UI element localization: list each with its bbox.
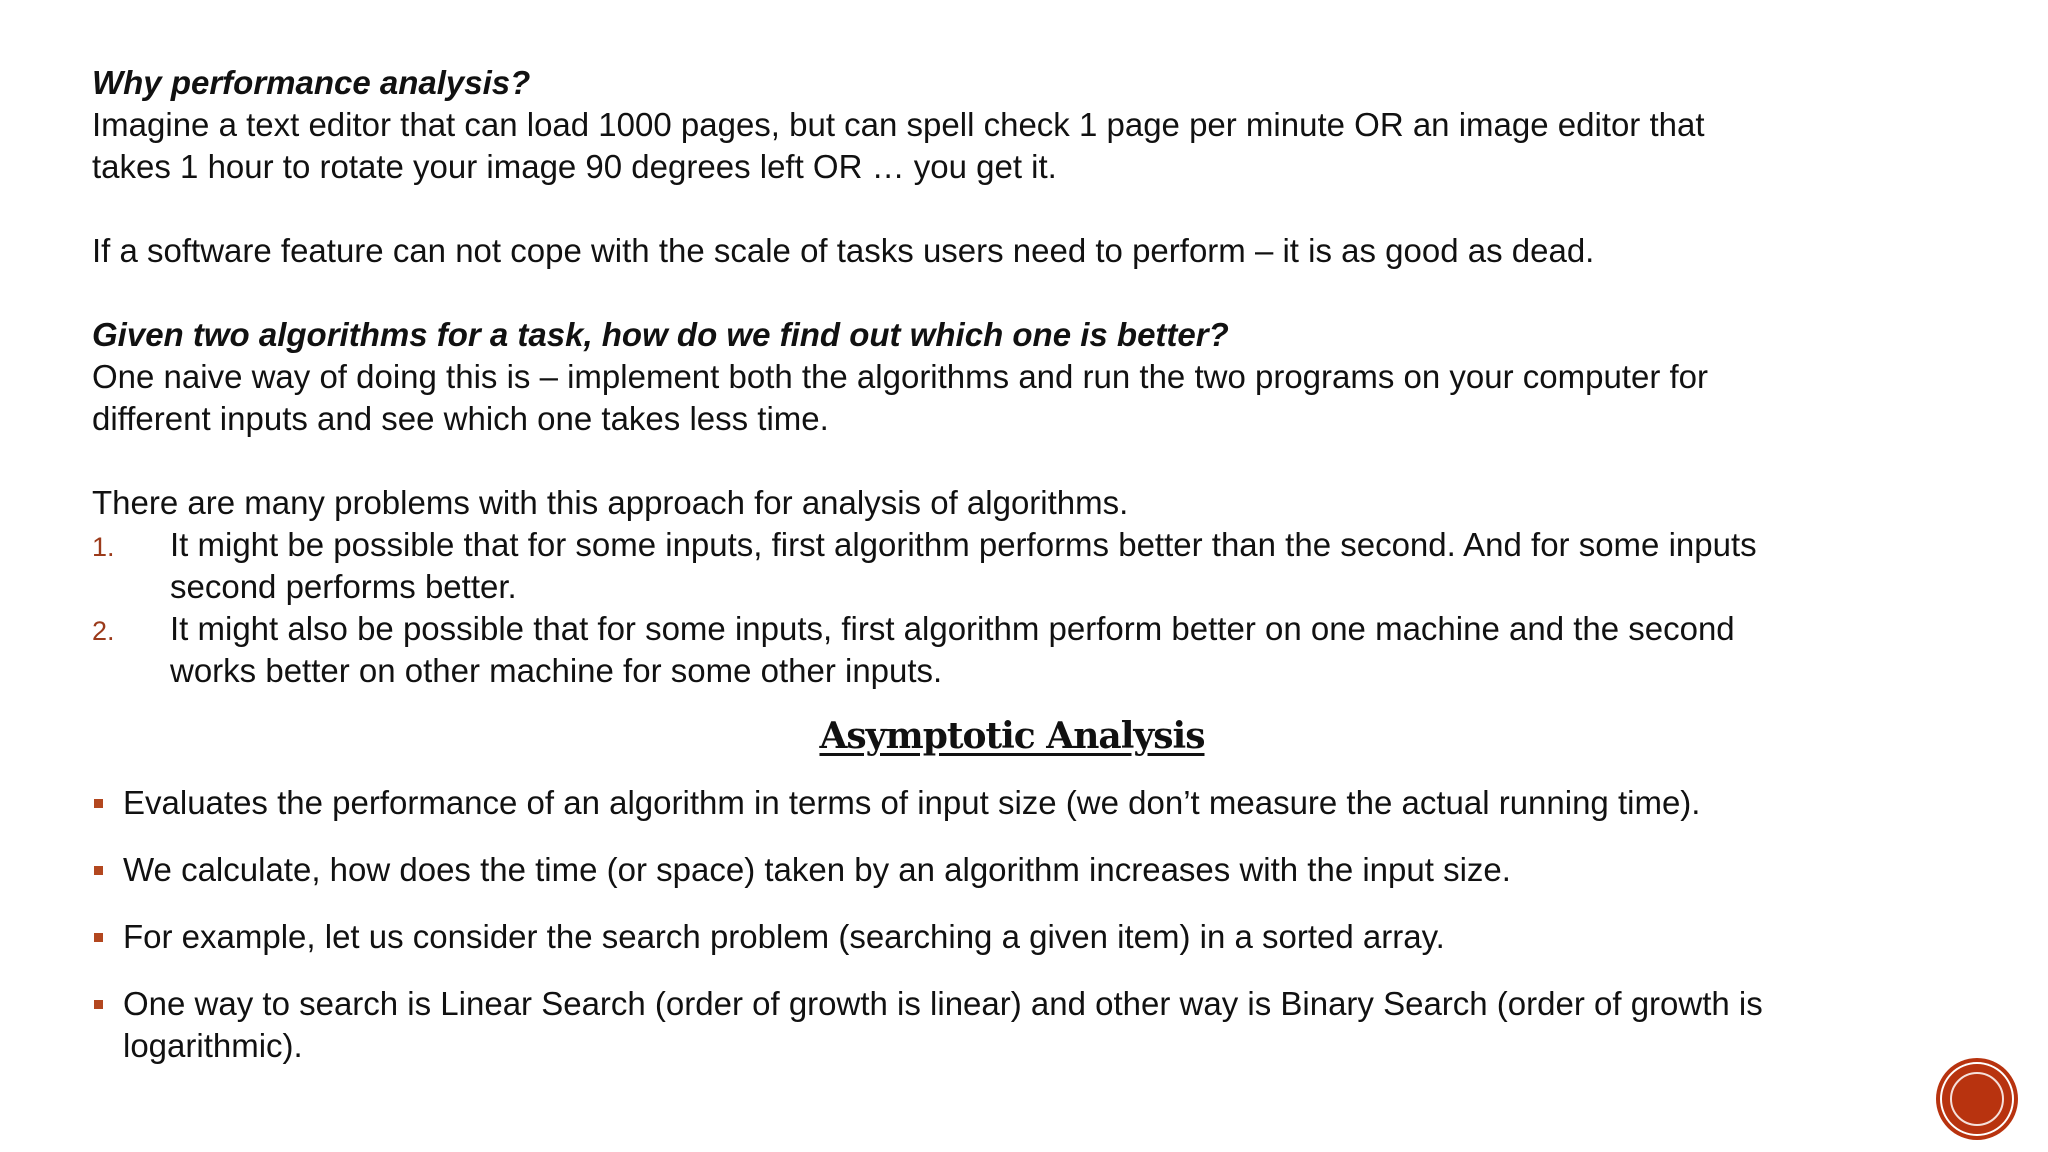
problem-item [92,524,1972,608]
spacer [92,440,1972,482]
intro-paragraph [92,104,1972,188]
section-title-asymptotic: Asymptotic Analysis [819,715,1205,757]
intro-paragraph-line-2: takes 1 hour to rotate your image 90 degrees left OR … you get it. [92,148,1057,185]
problems-intro: There are many problems with this approach for analysis of algorithms. [92,484,1129,521]
bullet-text: For example, let us consider the search problem (searching a given item) in a sorted array. [123,918,1445,955]
square-bullet-icon [94,799,103,808]
problem-line-1: It might also be possible that for some inputs, first algorithm perform better on one machine and the second [170,610,1735,647]
bullet-text: We calculate, how does the time (or space) taken by an algorithm increases with the input size. [123,851,1511,888]
asymptotic-bullets [92,782,1972,1067]
spacer [92,272,1972,314]
intro-paragraph-line-1: Imagine a text editor that can load 1000 pages, but can spell check 1 page per minute OR an image editor that [92,106,1705,143]
list-number: 2. [92,616,115,646]
naive-way-line-2: different inputs and see which one takes less time. [92,400,829,437]
problem-line-2: second performs better. [170,568,517,605]
bullet-text: Evaluates the performance of an algorithm in terms of input size (we don’t measure the actual running time). [123,784,1701,821]
square-bullet-icon [94,933,103,942]
bullet-text-line-1: One way to search is Linear Search (order of growth is linear) and other way is Binary Search (order of growth is [123,985,1763,1022]
software-feature-paragraph: If a software feature can not cope with the scale of tasks users need to perform – it is as good as dead. [92,232,1595,269]
naive-way-line-1: One naive way of doing this is – implement both the algorithms and run the two programs on your computer for [92,358,1709,395]
heading-why-performance: Why performance analysis? [92,64,531,101]
problems-list [92,524,1972,692]
list-number: 1. [92,532,115,562]
problem-line-2: works better on other machine for some other inputs. [170,652,943,689]
problem-item [92,608,1972,692]
bullet-item [92,916,1972,958]
bullet-text-line-2: logarithmic). [123,1027,303,1064]
spacer [92,188,1972,230]
slide-badge-icon [1940,1062,2014,1136]
heading-two-algorithms: Given two algorithms for a task, how do we find out which one is better? [92,316,1229,353]
square-bullet-icon [94,866,103,875]
badge-ring [1950,1072,2004,1126]
bullet-item [92,983,1972,1067]
bullet-item [92,782,1972,824]
naive-way-paragraph [92,356,1972,440]
slide-content [92,62,1972,1092]
square-bullet-icon [94,1000,103,1009]
bullet-item [92,849,1972,891]
problem-line-1: It might be possible that for some inputs, first algorithm performs better than the second. And for some inputs [170,526,1757,563]
